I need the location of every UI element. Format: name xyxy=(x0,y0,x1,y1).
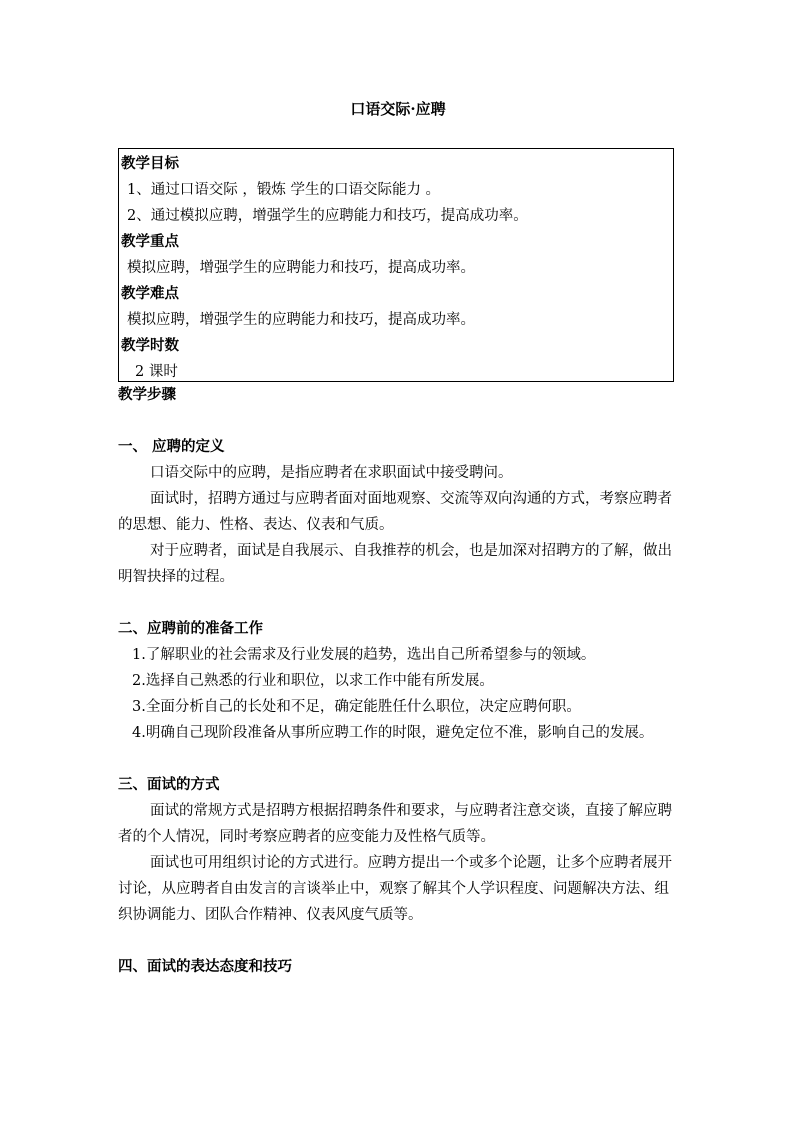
steps-heading: 教学步骤 xyxy=(118,386,176,403)
lesson-body xyxy=(118,382,678,980)
lesson-info-box xyxy=(118,148,674,382)
section2-item-1: 1.了解职业的社会需求及行业发展的趋势，选出自己所希望参与的领域。 xyxy=(132,647,596,663)
section3-heading: 三、面试的方式 xyxy=(118,776,220,793)
section2-item-2: 2.选择自己熟悉的行业和职位，以求工作中能有所发展。 xyxy=(132,673,494,689)
objective-1: 1、通过口语交际 ，锻炼 学生的口语交际能力 。 xyxy=(127,182,441,198)
section4-heading: 四、面试的表达态度和技巧 xyxy=(118,958,292,975)
section1-paragraph-1: 口语交际中的应聘，是指应聘者在求职面试中接受聘问。 xyxy=(150,465,513,481)
hours-text: 2 课时 xyxy=(135,364,178,380)
section2-heading: 二、应聘前的准备工作 xyxy=(118,620,263,637)
section3-paragraph-2: 面试也可用组织讨论的方式进行。应聘方提出一个或多个论题，让多个应聘者展开讨论，从应聘者自由发言的言谈举止中，观察了解其个人学识程度、问题解决方法、组织协调能力、团队合作精神、仪表风度气质等。 xyxy=(118,855,672,923)
difficulty-text: 模拟应聘，增强学生的应聘能力和技巧，提高成功率。 xyxy=(127,312,475,328)
section2-item-3: 3.全面分析自己的长处和不足，确定能胜任什么职位，决定应聘何职。 xyxy=(132,699,581,715)
page-title: 口语交际·应聘 xyxy=(350,100,446,118)
section3-paragraph-1: 面试的常规方式是招聘方根据招聘条件和要求，与应聘者注意交谈，直接了解应聘者的个人情况，同时考察应聘者的应变能力及性格气质等。 xyxy=(118,803,672,845)
key-points-text: 模拟应聘，增强学生的应聘能力和技巧，提高成功率。 xyxy=(127,260,475,276)
objective-2: 2、通过模拟应聘，增强学生的应聘能力和技巧，提高成功率。 xyxy=(127,208,528,224)
difficulty-heading: 教学难点 xyxy=(121,285,179,302)
section2-item-4: 4.明确自己现阶段准备从事所应聘工作的时限，避免定位不准，影响自己的发展。 xyxy=(132,725,654,741)
objectives-heading: 教学目标 xyxy=(121,155,179,172)
section1-heading: 一、 应聘的定义 xyxy=(118,438,225,455)
hours-heading: 教学时数 xyxy=(121,337,179,354)
key-points-heading: 教学重点 xyxy=(121,233,179,250)
section1-paragraph-2: 面试时，招聘方通过与应聘者面对面地观察、交流等双向沟通的方式，考察应聘者的思想、能力、性格、表达、仪表和气质。 xyxy=(118,491,672,533)
section1-paragraph-3: 对于应聘者，面试是自我展示、自我推荐的机会，也是加深对招聘方的了解，做出明智抉择的过程。 xyxy=(118,543,672,585)
